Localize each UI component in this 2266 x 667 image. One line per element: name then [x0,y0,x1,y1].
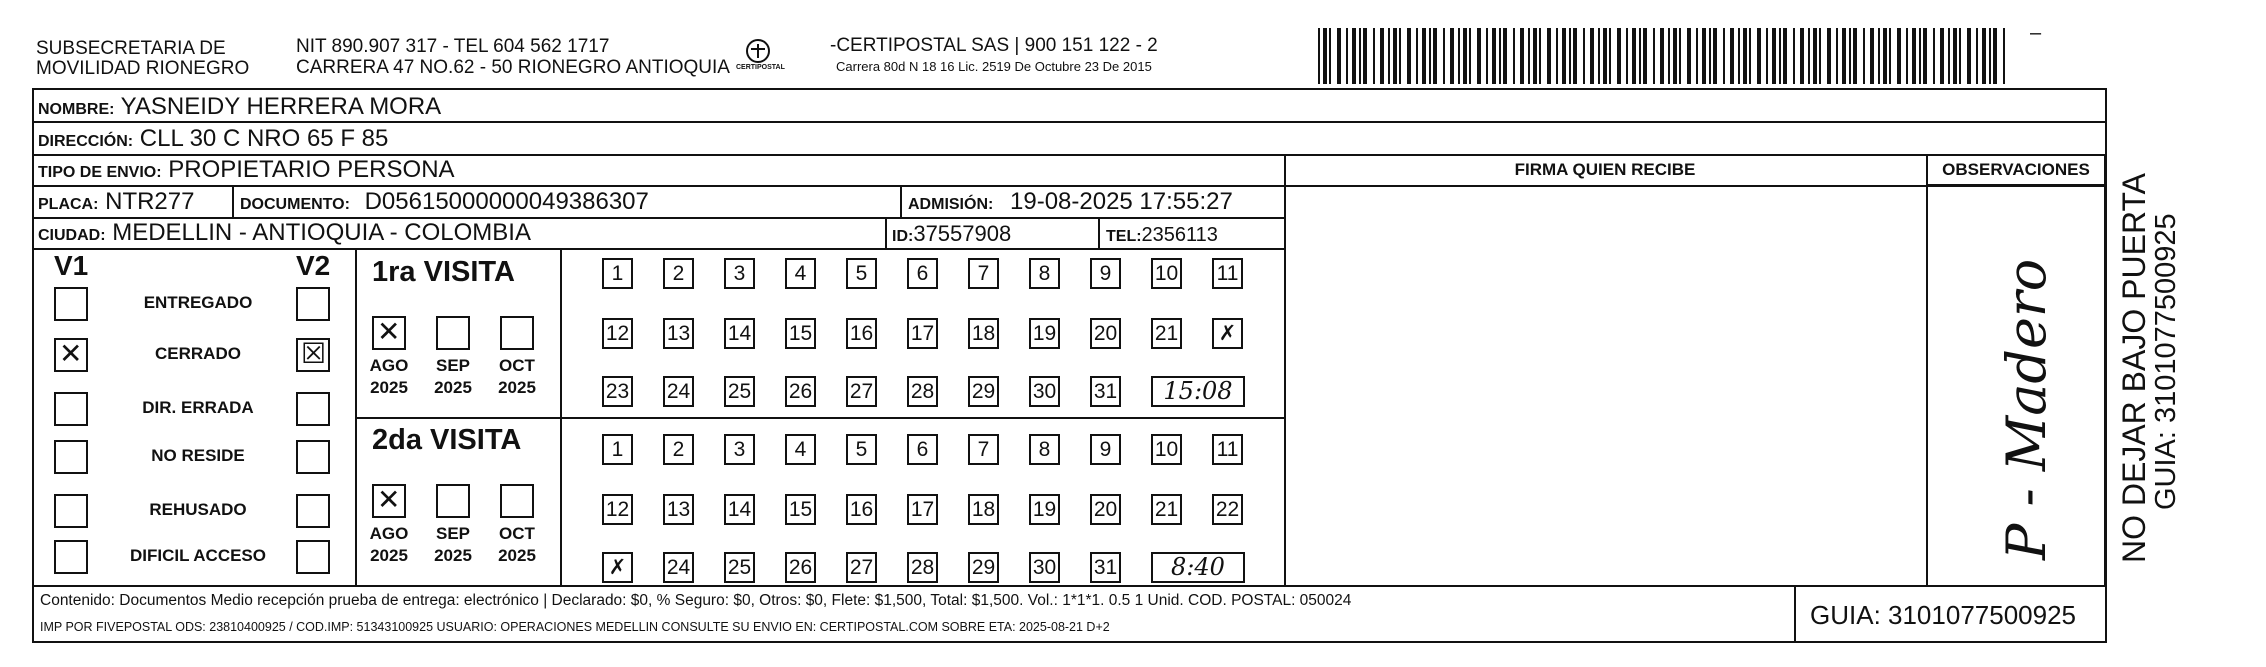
barcode-bar [1547,28,1551,84]
barcode-bar [1422,28,1426,84]
footer-contenido: Contenido: Documentos Medio recepción prueba de entrega: electrónico | Declarado: $0, % Seguro: $0, Otros: $0, Flete: $1,500, Total: $1,500. Vol.: 1*1*1. 0.5 1 Unid. COD. POSTAL: 050024 [40,592,1352,609]
visit1-day-box[interactable]: 6 [907,258,938,289]
documento-cell [240,189,649,218]
tel-label: TEL: [1106,228,1142,245]
direccion-row [38,126,388,155]
barcode-bar [1639,28,1641,84]
barcode-bar [2003,28,2005,84]
nombre-label: NOMBRE: [38,101,115,118]
tel-cell [1106,222,1218,250]
visit1-day-box[interactable]: 11 [1212,258,1243,289]
barcode-bar [1730,28,1734,84]
barcode-bar [1569,28,1571,84]
visit1-day-box[interactable]: 19 [1029,318,1060,349]
visit2-day-box[interactable]: 30 [1029,552,1060,583]
v1-label: V1 [54,250,89,281]
barcode-bar [1513,28,1515,84]
col-divider [2104,154,2106,585]
visit1-day-box[interactable]: 2 [663,258,694,289]
admision-label: ADMISIÓN: [908,196,994,213]
visit2-day-box[interactable]: 22 [1212,494,1243,525]
visit1-day-box[interactable]: 4 [785,258,816,289]
v1-checkbox[interactable] [54,338,88,372]
col-divider [1926,154,1928,585]
barcode-bar [1793,28,1795,84]
visit1-day-box[interactable]: 28 [907,376,938,407]
barcode-bar [1380,28,1384,84]
side-guia: GUIA: 3101077500925 [2150,213,2182,510]
barcode-bar [1668,28,1670,84]
visit2-day-box[interactable]: 18 [968,494,999,525]
visit1-day-box[interactable]: 25 [724,376,755,407]
observaciones-handwriting: P - Madero [1995,258,2058,560]
documento-value: D05615000000049386307 [364,188,649,215]
barcode-bar [1800,28,1804,84]
visit2-time-box[interactable]: 8:40 [1151,552,1245,583]
visit2-day-box[interactable]: 6 [907,434,938,465]
visit2-day-box[interactable]: 20 [1090,494,1121,525]
visit2-day-box[interactable]: 15 [785,494,816,525]
barcode-bar [1503,28,1507,84]
barcode-bar [1863,28,1865,84]
barcode-bar [1723,28,1725,84]
barcode-bar [1982,28,1986,84]
visit1-day-box[interactable]: 12 [602,318,633,349]
barcode-bar [1709,28,1711,84]
barcode-bar [1429,28,1431,84]
v2-label: V2 [296,250,331,281]
barcode-bar [1853,28,1857,84]
cell-divider [1098,217,1100,248]
barcode-bar [1849,28,1851,84]
visit1-day-box[interactable]: 20 [1090,318,1121,349]
courier-license: Carrera 80d N 18 16 Lic. 2519 De Octubre 23 De 2015 [836,59,1152,74]
v1-check-mark: ✕ [59,337,83,370]
visit1-day-box[interactable]: 18 [968,318,999,349]
v1-checkbox[interactable] [54,494,88,528]
visit1-time-box[interactable]: 15:08 [1151,376,1245,407]
barcode-bar [1953,28,1957,84]
barcode-bar [1363,28,1367,84]
visit2-month-year: 2025 [498,546,536,565]
visit1-month-checkbox[interactable] [500,316,534,350]
barcode-bar [1346,28,1348,84]
barcode-bar [1598,28,1600,84]
visit1-day-box[interactable]: 24 [663,376,694,407]
visit2-month-name: SEP [435,524,471,543]
org-address: CARRERA 47 NO.62 - 50 RIONEGRO ANTIOQUIA [296,57,730,78]
visit2-day-box[interactable]: 9 [1090,434,1121,465]
visit2-day-box[interactable]: 24 [663,552,694,583]
barcode-bar [1393,28,1397,84]
barcode-bar [1906,28,1908,84]
visit1-day-box[interactable]: 7 [968,258,999,289]
barcode-bar [1443,28,1445,84]
visit2-day-box[interactable]: 13 [663,494,694,525]
barcode-bar [1687,28,1691,84]
barcode-bar [1609,28,1611,84]
logo-text: CERTIPOSTAL [736,64,785,71]
observaciones-header: OBSERVACIONES [1942,160,2090,179]
barcode-bar [1660,28,1664,84]
v2-check-mark: ☒ [301,337,327,370]
barcode-bar [1883,28,1887,84]
visit2-day-box[interactable]: 26 [785,552,816,583]
visit1-month-year: 2025 [370,378,408,397]
visit1-month-name: OCT [499,356,535,375]
v2-checkbox[interactable] [296,440,330,474]
visit2-month-name: OCT [499,524,535,543]
barcode-bar [1463,28,1467,84]
barcode-bar [1819,28,1821,84]
visit1-day-box[interactable]: 29 [968,376,999,407]
cell-divider [900,185,902,217]
visit1-month-year: 2025 [498,378,536,397]
visit1-day-box[interactable]: ✗ [1212,318,1243,349]
visit1-day-box[interactable]: 30 [1029,376,1060,407]
barcode-bar [1433,28,1437,84]
visit2-day-box[interactable]: 27 [846,552,877,583]
barcode-bar [1878,28,1880,84]
barcode-bar [1632,28,1636,84]
v2-checkbox[interactable] [296,287,330,321]
org-name-line1: SUBSECRETARIA DE [36,38,226,59]
barcode-bar [1492,28,1496,84]
visit1-month-name: AGO [369,356,409,375]
visit1-day-box[interactable]: 21 [1151,318,1182,349]
visit2-day-box[interactable]: 14 [724,494,755,525]
visit1-day-box[interactable]: 9 [1090,258,1121,289]
cell-divider [885,217,887,248]
barcode-bar [1749,28,1751,84]
visit2-day-box[interactable]: 2 [663,434,694,465]
barcode-bar [1673,28,1677,84]
v1-checkbox[interactable] [54,440,88,474]
visit1-day-box[interactable]: 23 [602,376,633,407]
barcode-bar [1407,28,1411,84]
firma-header: FIRMA QUIEN RECIBE [1514,160,1696,179]
org-nit-tel: NIT 890.907 317 - TEL 604 562 1717 [296,36,610,57]
barcode-bar [1486,28,1488,84]
barcode-bar [1993,28,1997,84]
barcode-bar [1399,28,1401,84]
visit1-day-box[interactable]: 14 [724,318,755,349]
barcode-bar [1889,28,1891,84]
visit2-month-year: 2025 [434,546,472,565]
visit1-day-box[interactable]: 15 [785,318,816,349]
visit1-month-checkbox[interactable] [372,316,406,350]
visit2-day-box[interactable]: 11 [1212,434,1243,465]
visit1-day-box[interactable]: 3 [724,258,755,289]
visit1-day-box[interactable]: 17 [907,318,938,349]
visit2-month-name: AGO [369,524,409,543]
status-option-label: DIFICIL ACCESO [129,546,266,565]
visit2-day-box[interactable]: 25 [724,552,755,583]
barcode-bar [1617,28,1621,84]
col-divider [1284,154,1286,585]
barcode-bar [1359,28,1361,84]
status-option-label: CERRADO [155,344,241,363]
visit1-day-box[interactable]: 26 [785,376,816,407]
visit2-title: 2da VISITA [372,424,522,456]
barcode-bar [1603,28,1607,84]
visit1-day-box[interactable]: 16 [846,318,877,349]
barcode-bar [1416,28,1418,84]
status-option-label: NO RESIDE [151,446,245,465]
status-option-label: REHUSADO [149,500,247,519]
status-option-label: DIR. ERRADA [142,398,254,417]
side-warning: NO DEJAR BAJO PUERTA [2116,173,2152,563]
visit2-day-box[interactable]: 12 [602,494,633,525]
barcode-bar [1562,28,1566,84]
barcode-bar [1870,28,1874,84]
visit1-day-box[interactable]: 13 [663,318,694,349]
barcode-bar [1933,28,1935,84]
obs-header-divider [1926,184,2106,186]
visit2-day-box[interactable]: 16 [846,494,877,525]
v2-checkbox[interactable] [296,392,330,426]
visit1-day-box[interactable]: 5 [846,258,877,289]
visit1-month-checkbox[interactable] [436,316,470,350]
visit2-day-box[interactable]: 1 [602,434,633,465]
org-name-line2: MOVILIDAD RIONEGRO [36,58,250,79]
barcode-bar [1923,28,1927,84]
barcode-bar [1696,28,1698,84]
status-divider [355,248,357,585]
barcode-bar [1842,28,1846,84]
barcode-bar [1643,28,1647,84]
cell-divider [232,185,234,217]
visit2-day-box[interactable]: 5 [846,434,877,465]
ciudad-value: MEDELLIN - ANTIOQUIA - COLOMBIA [112,219,531,246]
barcode-bar [1590,28,1594,84]
barcode-bar [1967,28,1971,84]
visit2-month-mark: ✕ [377,483,401,516]
visit1-day-box[interactable]: 31 [1090,376,1121,407]
nombre-value: YASNEIDY HERRERA MORA [120,93,442,120]
barcode-bar [1528,28,1530,84]
barcode-bar [1976,28,1978,84]
barcode-bar [1948,28,1950,84]
tel-value: 2356113 [1141,224,1218,246]
barcode-bar [1653,28,1655,84]
barcode-bar [1743,28,1747,84]
visit2-day-box[interactable]: 4 [785,434,816,465]
barcode-bar [1813,28,1817,84]
v2-checkbox[interactable] [296,338,330,372]
barcode-bar [1779,28,1781,84]
barcode-bar [1388,28,1390,84]
barcode-bar [1626,28,1628,84]
barcode-bar [1783,28,1787,84]
barcode-bar [1959,28,1961,84]
visit-month-divider [560,248,562,585]
visit2-month-checkbox[interactable] [500,484,534,518]
barcode-bar [1583,28,1585,84]
barcode-bar [1373,28,1375,84]
barcode [1318,28,2013,84]
admision-cell [908,189,1233,218]
v2-checkbox[interactable] [296,494,330,528]
barcode-bar [1738,28,1740,84]
barcode-bar [1912,28,1916,84]
barcode-bar [1520,28,1524,84]
visit2-day-box[interactable]: ✗ [602,552,633,583]
visit1-title: 1ra VISITA [372,256,515,288]
barcode-bar [1533,28,1537,84]
visit1-month-mark: ✕ [377,315,401,348]
visit1-month-name: SEP [435,356,471,375]
direccion-value: CLL 30 C NRO 65 F 85 [139,125,389,152]
barcode-bar [1352,28,1356,84]
documento-label: DOCUMENTO: [240,196,350,213]
visit1-day-box[interactable]: 8 [1029,258,1060,289]
footer-impresion: IMP POR FIVEPOSTAL ODS: 23810400925 / COD.IMP: 51343100925 USUARIO: OPERACIONES MEDELLIN CONSULTE SU ENVIO EN: CERTIPOSTAL.COM SOBRE ETA: 2025-08-21 D+2 [40,620,1110,634]
barcode-bar [1458,28,1460,84]
barcode-bar [1329,28,1331,84]
visit2-day-box[interactable]: 29 [968,552,999,583]
barcode-bar [1539,28,1541,84]
barcode-bar [1679,28,1681,84]
visit2-day-box[interactable]: 10 [1151,434,1182,465]
v1-checkbox[interactable] [54,392,88,426]
courier-name: -CERTIPOSTAL SAS | 900 151 122 - 2 [830,35,1158,56]
barcode-bar [1337,28,1341,84]
visit1-day-box[interactable]: 10 [1151,258,1182,289]
admision-value: 19-08-2025 17:55:27 [1010,188,1233,215]
barcode-bar [1808,28,1810,84]
barcode-bar [1766,28,1768,84]
status-option-label: ENTREGADO [143,293,253,312]
visit2-day-box[interactable]: 28 [907,552,938,583]
visit-divider [356,417,1285,419]
certipostal-logo-icon [736,36,785,76]
header-dash: – [2030,22,2042,44]
barcode-bar [1556,28,1558,84]
ciudad-label: CIUDAD: [38,227,106,244]
placa-cell [38,189,194,218]
barcode-bar [1919,28,1921,84]
barcode-bar [1318,28,1320,84]
visit2-day-box[interactable]: 8 [1029,434,1060,465]
barcode-bar [1477,28,1481,84]
id-value: 37557908 [913,221,1012,246]
placa-value: NTR277 [105,188,195,215]
tipo-label: TIPO DE ENVIO: [38,164,162,181]
barcode-bar [1702,28,1706,84]
visit1-month-year: 2025 [434,378,472,397]
visit2-month-checkbox[interactable] [372,484,406,518]
barcode-bar [1469,28,1471,84]
barcode-bar [1323,28,1327,84]
barcode-bar [1989,28,1991,84]
visit2-day-box[interactable]: 3 [724,434,755,465]
barcode-bar [1713,28,1717,84]
visit2-day-box[interactable]: 31 [1090,552,1121,583]
footer-guia: GUIA: 3101077500925 [1810,600,2076,630]
visit2-day-box[interactable]: 19 [1029,494,1060,525]
barcode-bar [1897,28,1901,84]
visit2-day-box[interactable]: 21 [1151,494,1182,525]
visit2-day-box[interactable]: 7 [968,434,999,465]
id-label: ID: [892,228,914,245]
direccion-label: DIRECCIÓN: [38,133,134,150]
nombre-row [38,94,441,123]
v2-checkbox[interactable] [296,540,330,574]
barcode-bar [1450,28,1454,84]
tipo-row [38,157,455,186]
barcode-bar [1940,28,1944,84]
visit1-day-box[interactable]: 27 [846,376,877,407]
visit1-day-box[interactable]: 1 [602,258,633,289]
visit2-month-year: 2025 [370,546,408,565]
barcode-bar [1836,28,1838,84]
v1-checkbox[interactable] [54,287,88,321]
barcode-bar [1573,28,1577,84]
footer-guia-divider [1794,585,1796,643]
v1-checkbox[interactable] [54,540,88,574]
barcode-bar [1757,28,1761,84]
id-cell [892,221,1011,250]
visit2-month-checkbox[interactable] [436,484,470,518]
barcode-bar [1827,28,1831,84]
placa-label: PLACA: [38,196,99,213]
barcode-bar [1772,28,1776,84]
visit2-day-box[interactable]: 17 [907,494,938,525]
ciudad-cell [38,220,531,249]
tipo-value: PROPIETARIO PERSONA [168,156,455,183]
barcode-bar [1499,28,1501,84]
